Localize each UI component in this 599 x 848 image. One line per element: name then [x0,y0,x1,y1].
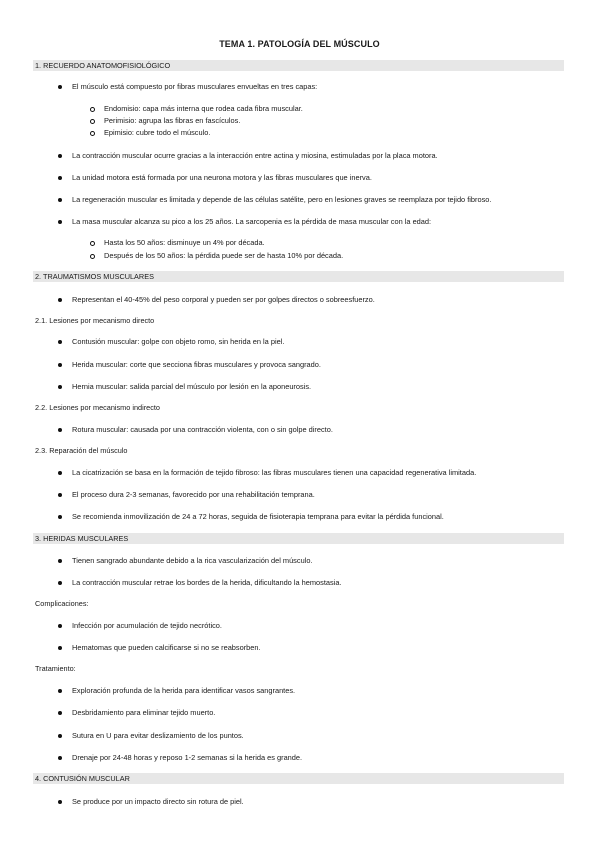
list-item-text: Hematomas que pueden calcificarse si no se reabsorben. [72,643,261,652]
list-item-text: Exploración profunda de la herida para identificar vasos sangrantes. [72,686,296,695]
circle-bullet-icon [90,119,95,124]
list-item-text: Infección por acumulación de tejido necrótico. [72,621,222,630]
sub-list-item-text: Después de los 50 años: la pérdida puede ser de hasta 10% por década. [104,251,344,260]
bullet-icon [58,689,62,693]
list-item-text: Tienen sangrado abundante debido a la rica vascularización del músculo. [72,556,313,565]
list-item-text: Sutura en U para evitar deslizamiento de los puntos. [72,731,244,740]
bullet-icon [58,624,62,628]
bullet-icon [58,646,62,650]
section-heading-3: 3. HERIDAS MUSCULARES [33,533,564,544]
list-item-text: El músculo está compuesto por fibras musculares envueltas en tres capas: [72,82,318,91]
bullet-icon [58,298,62,302]
list-item-text: Hernia muscular: salida parcial del músculo por lesión en la aponeurosis. [72,382,312,391]
complications-label: Complicaciones: [35,599,89,608]
bullet-icon [58,800,62,804]
subsection-heading: 2.1. Lesiones por mecanismo directo [35,316,155,325]
list-item-text: Contusión muscular: golpe con objeto romo, sin herida en la piel. [72,337,285,346]
bullet-icon [58,198,62,202]
section-heading-1: 1. RECUERDO ANATOMOFISIOLÓGICO [33,60,564,71]
sub-list-item-text: Perimisio: agrupa las fibras en fascículos. [104,116,241,125]
bullet-icon [58,428,62,432]
list-item-text: Drenaje por 24-48 horas y reposo 1-2 semanas si la herida es grande. [72,753,303,762]
list-item-text: Representan el 40-45% del peso corporal y pueden ser por golpes directos o sobreesfuerzo. [72,295,375,304]
sub-list-item-text: Epimisio: cubre todo el músculo. [104,128,211,137]
subsection-heading: 2.3. Reparación del músculo [35,446,128,455]
list-item-text: La masa muscular alcanza su pico a los 25 años. La sarcopenia es la pérdida de masa muscular con la edad: [72,217,432,226]
bullet-icon [58,340,62,344]
list-item-text: Herida muscular: corte que secciona fibras musculares y provoca sangrado. [72,360,321,369]
sub-list-item-text: Hasta los 50 años: disminuye un 4% por década. [104,238,265,247]
list-item-text: Rotura muscular: causada por una contracción violenta, con o sin golpe directo. [72,425,333,434]
bullet-icon [58,363,62,367]
bullet-icon [58,176,62,180]
bullet-icon [58,515,62,519]
page-title: TEMA 1. PATOLOGÍA DEL MÚSCULO [219,39,380,49]
treatment-label: Tratamiento: [35,664,76,673]
bullet-icon [58,385,62,389]
list-item-text: El proceso dura 2-3 semanas, favorecido por una rehabilitación temprana. [72,490,315,499]
list-item-text: Se produce por un impacto directo sin rotura de piel. [72,797,244,806]
bullet-icon [58,711,62,715]
bullet-icon [58,734,62,738]
list-item-text: La cicatrización se basa en la formación de tejido fibroso: las fibras musculares tienen una capacidad regenerativa limitada. [72,468,477,477]
circle-bullet-icon [90,131,95,136]
list-item-text: La contracción muscular ocurre gracias a la interacción entre actina y miosina, estimuladas por la placa motora. [72,151,438,160]
list-item-text: La contracción muscular retrae los bordes de la herida, dificultando la hemostasia. [72,578,342,587]
bullet-icon [58,85,62,89]
bullet-icon [58,493,62,497]
section-heading-2: 2. TRAUMATISMOS MUSCULARES [33,271,564,282]
circle-bullet-icon [90,241,95,246]
list-item-text: Desbridamiento para eliminar tejido muerto. [72,708,216,717]
sub-list-item-text: Endomisio: capa más interna que rodea cada fibra muscular. [104,104,303,113]
bullet-icon [58,220,62,224]
list-item-text: La unidad motora está formada por una neurona motora y las fibras musculares que inerva. [72,173,372,182]
list-item-text: La regeneración muscular es limitada y depende de las células satélite, pero en lesiones graves se reemplaza por tejido fibroso. [72,195,492,204]
circle-bullet-icon [90,107,95,112]
bullet-icon [58,154,62,158]
bullet-icon [58,471,62,475]
bullet-icon [58,581,62,585]
list-item-text: Se recomienda inmovilización de 24 a 72 horas, seguida de fisioterapia temprana para evitar la pérdida funcional. [72,512,444,521]
circle-bullet-icon [90,254,95,259]
subsection-heading: 2.2. Lesiones por mecanismo indirecto [35,403,160,412]
section-heading-4: 4. CONTUSIÓN MUSCULAR [33,773,564,784]
bullet-icon [58,756,62,760]
bullet-icon [58,559,62,563]
